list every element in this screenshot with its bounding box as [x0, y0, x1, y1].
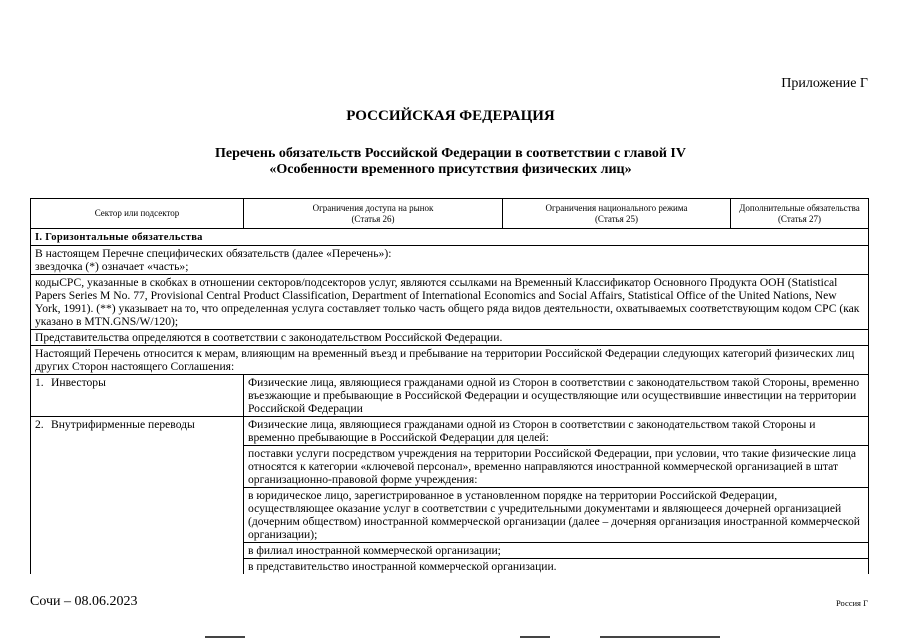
table-row [31, 375, 869, 417]
category-description: Физические лица, являющиеся гражданами одной из Сторон в соответствии с законодательством такой Стороны и временно пребывающие в Российской Федерации для целей: поставки услуги посредством учреждения на территории Российской Федерации, при условии, что такие физические лица относятся к категории «ключевой персонал», временно направляются иностранной коммерческой организацией в штат организационно-правовой форме учреждения: в юридическое лицо, зарегистрированное в установленном порядке на территории Российской Федерации, осуществляющее оказание услуг в соответствии с учредительными документами и являющееся дочерней организацией (дочерним обществом) иностранной коммерческой организации (далее – дочерняя организация иностранной коммерческой организации); в филиал иностранной коммерческой организации; в представительство иностранной коммерческой организации. [244, 417, 869, 575]
intro-paragraph: В настоящем Перечне специфических обязательств (далее «Перечень»): [35, 247, 392, 260]
table-header-row [31, 199, 869, 229]
header-sector: Сектор или подсектор [31, 199, 244, 229]
header-additional-commitments: Дополнительные обязательства (Статья 27) [731, 199, 869, 229]
intro-cell [31, 246, 869, 346]
header-national-treatment: Ограничения национального режима (Статья 25) [503, 199, 731, 229]
scope-cell: Настоящий Перечень относится к мерам, влияющим на временный въезд и пребывание на территории Российской Федерации следующих категорий физических лиц других Сторон настоящего Соглашения: [31, 346, 869, 375]
schedule-title-line-1: Перечень обязательств Российской Федерации в соответствии с главой IV [215, 146, 686, 161]
category-cell: 2. Внутрифирменные переводы [31, 417, 244, 575]
annex-label: Приложение Г [781, 76, 868, 91]
table-row [31, 229, 869, 246]
horizontal-commitments-heading: I. Горизонтальные обязательства [31, 229, 869, 246]
table-row [31, 417, 869, 575]
commitments-table [30, 198, 869, 574]
schedule-title [0, 146, 901, 178]
intro-paragraph: Представительства определяются в соответствии с законодательством Российской Федерации. [31, 329, 868, 344]
table-row [31, 246, 869, 346]
scan-edge-marks [0, 636, 901, 640]
header-market-access: Ограничения доступа на рынок (Статья 26) [244, 199, 503, 229]
category-cell: 1. Инвесторы [31, 375, 244, 417]
country-title: РОССИЙСКАЯ ФЕДЕРАЦИЯ [346, 108, 555, 124]
footer-place-date: Сочи – 08.06.2023 [30, 594, 138, 609]
category-description: Физические лица, являющиеся гражданами одной из Сторон в соответствии с законодательством такой Стороны, временно въезжающие и пребывающие в Российской Федерации и осуществляющие или осуществившие инвестиции на территории Российской Федерации [244, 375, 869, 417]
intro-paragraph: звездочка (*) означает «часть»; [35, 260, 189, 273]
table-row [31, 346, 869, 375]
footer-page-label: Россия Г [835, 598, 868, 608]
schedule-title-line-2: «Особенности временного присутствия физических лиц» [269, 162, 632, 177]
intro-paragraph: кодыСРС, указанные в скобках в отношении секторов/подсекторов услуг, являются ссылками на Временный Классификатор Основного Продукта ООН (Statistical Papers Series M No. 77, Provisional Central Product Classification, Department of International Economics and Social Affairs, Statistical Office of the United Nations, New York, 1991). (**) указывает на то, что определенная услуга составляет только часть общего ряда видов деятельности, охватываемых соответствующим кодом СРС (как указано в MTN.GNS/W/120); [31, 274, 868, 328]
